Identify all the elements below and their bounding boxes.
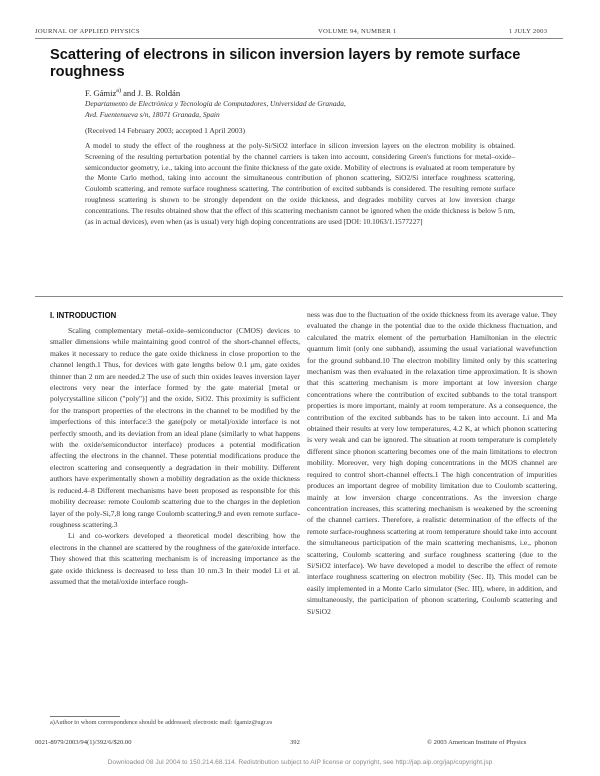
volume-number: VOLUME 94, NUMBER 1 [318,28,397,35]
author-rest: and J. B. Roldán [120,88,181,98]
footnote: a)Author to whom correspondence should be addressed; electronic mail: fgamiz@ugr.es [50,719,273,726]
abstract: A model to study the effect of the roughness at the poly-Si/SiO2 interface in silicon inversion layers on the electron mobility is obtained. Screening of the resulting perturbation potential by the channel carriers is taken into account, considering Green's functions for metal–oxide–semiconductor geometry, i.e., taking into account the finite thickness of the gate oxide. Mobility of electrons is evaluated at room temperature by the Monte Carlo method, taking into account the simultaneous contribution of phonon scattering, SiO2/Si interface roughness scattering, Coulomb scattering, and remote surface roughness scattering. The contribution of excited subbands is considered. The resulting remote surface roughness scattering is shown to be strongly dependent on the oxide thickness, and degrades mobility curves at low inversion charge concentrations. The results obtained show that the effect of this scattering mechanism cannot be ignored when the oxide thickness is below 5 nm, (as in actual devices), even when (as is usual) very high doping concentrations are used [DOI: 10.1063/1.1577227] [85,141,515,226]
author-line [85,88,180,98]
left-column [50,325,300,587]
paper-title: Scattering of electrons in silicon inversion layers by remote surface roughness [50,47,521,80]
section-heading: I. INTRODUCTION [50,311,117,320]
body-paragraph: ness was due to the fluctuation of the oxide thickness from its average value. They evaluated the change in the potential due to the oxide thickness fluctuation, and calculated the matrix element of the perturbation Hamiltonian in the electric quantum limit (only one subband), assuming the usual variational wavefunction for the ground subband.10 The electron mobility limited only by this scattering mechanism was then evaluated in the relaxation time approximation. It is shown that this scattering mechanism is more important at low inversion charge concentrations where the contribution of excited subbands to the total transport properties is more important, mainly at room temperature. As a consequence, the contribution of the excited subbands has to be taken into account. Li and Ma obtained their results at very low temperatures, 4.2 K, at which phonon scattering is very weak and can be ignored. The situation at room temperature is completely different since phonon scattering becomes one of the main limitations to electron mobility. Moreover, very high doping concentrations in the MOS channel are required to control short-channel effects.1 The high concentration of impurities produces an important degree of mobility limitation due to Coulomb scattering, mainly at low inversion charge concentrations. As the inversion charge concentration increases, this scattering mechanism is weakened by the screening of the channel carriers. Therefore, a realistic determination of the effects of the remote surface-roughness scattering at room temperature should take into account the simultaneous participation of the main scattering mechanisms, i.e., phonon scattering, Coulomb scattering and surface roughness scattering (due to the Si/SiO2 interface). We have developed a model to describe the effect of remote interface roughness scattering on electron mobility (Sec. II). This model can be easily implemented in a Monte Carlo simulator (Sec. III), where, in addition, and simultaneously, the participation of phonon scattering, Coulomb scattering and Si/SiO2 [307,310,557,616]
issue-date: 1 JULY 2003 [509,28,548,35]
received-dates: (Received 14 February 2003; accepted 1 April 2003) [85,126,246,135]
header-rule [35,38,563,39]
download-notice: Downloaded 08 Jul 2004 to 150.214.68.114. Redistribution subject to AIP license or copyright, see http://jap.aip.org/jap/copyright.jsp [107,759,493,766]
author-footnote-mark: a) [116,88,121,95]
body-paragraph: Li and co-workers developed a theoretical model describing how the electrons in the channel are scattered by the roughness of the gate/oxide interface. They showed that this scattering mechanism is of increasing importance as the gate oxide thickness is decreased to less than 10 nm.3 In their model Li et al. assumed that the metal/oxide interface rough- [50,531,300,586]
affiliation-line: Departamento de Electrónica y Tecnología de Computadores, Universidad de Granada, [85,99,346,108]
journal-name: JOURNAL OF APPLIED PHYSICS [35,28,140,35]
affiliation-line: Avd. Fuentenueva s/n, 18071 Granada, Spain [85,109,220,119]
right-column [307,309,557,617]
body-paragraph: Scaling complementary metal–oxide–semiconductor (CMOS) devices to smaller dimensions while maintaining good control of the short-channel effects, makes it necessary to reduce the gate oxide thickness in close proportion to the channel length.1 Thus, for devices with gate lengths below 0.1 μm, gate oxides thinner than 2 nm are needed.2 The use of such thin oxides leaves inversion layer electrons very near the interface formed by the gate material [metal or polycrystalline silicon ("poly")] and the oxide, SiO2. This proximity is sufficient for the transport properties of the electrons in the channel to be modified by the imperfections of this interface:3 the gate(poly or metal)/oxide interface is not perfectly smooth, and its deviation from an ideal plane (similarly to what happens with the oxide/semiconductor interface) produces a potential modification affecting the electrons in the channel. These potential modifications produce the electron scattering and consequently a degradation in their mobility. Different authors have experimentally shown a mobility degradation as the oxide thickness is reduced.4–8 Different mechanisms have been proposed as responsible for this mobility decrease: remote Coulomb scattering due to the charges in the depletion layer of the poly-Si,7,8 long range Coulomb scattering,9 and even remote surface-roughness scattering.3 [50,326,300,529]
abstract-rule [35,296,563,297]
page-number: 392 [290,739,300,746]
footnote-rule [50,716,120,717]
author-first: F. Gámiz [85,88,117,98]
affiliation [85,99,346,120]
copyright: © 2003 American Institute of Physics [427,739,527,746]
footer-code: 0021-8979/2003/94(1)/392/6/$20.00 [35,739,132,746]
